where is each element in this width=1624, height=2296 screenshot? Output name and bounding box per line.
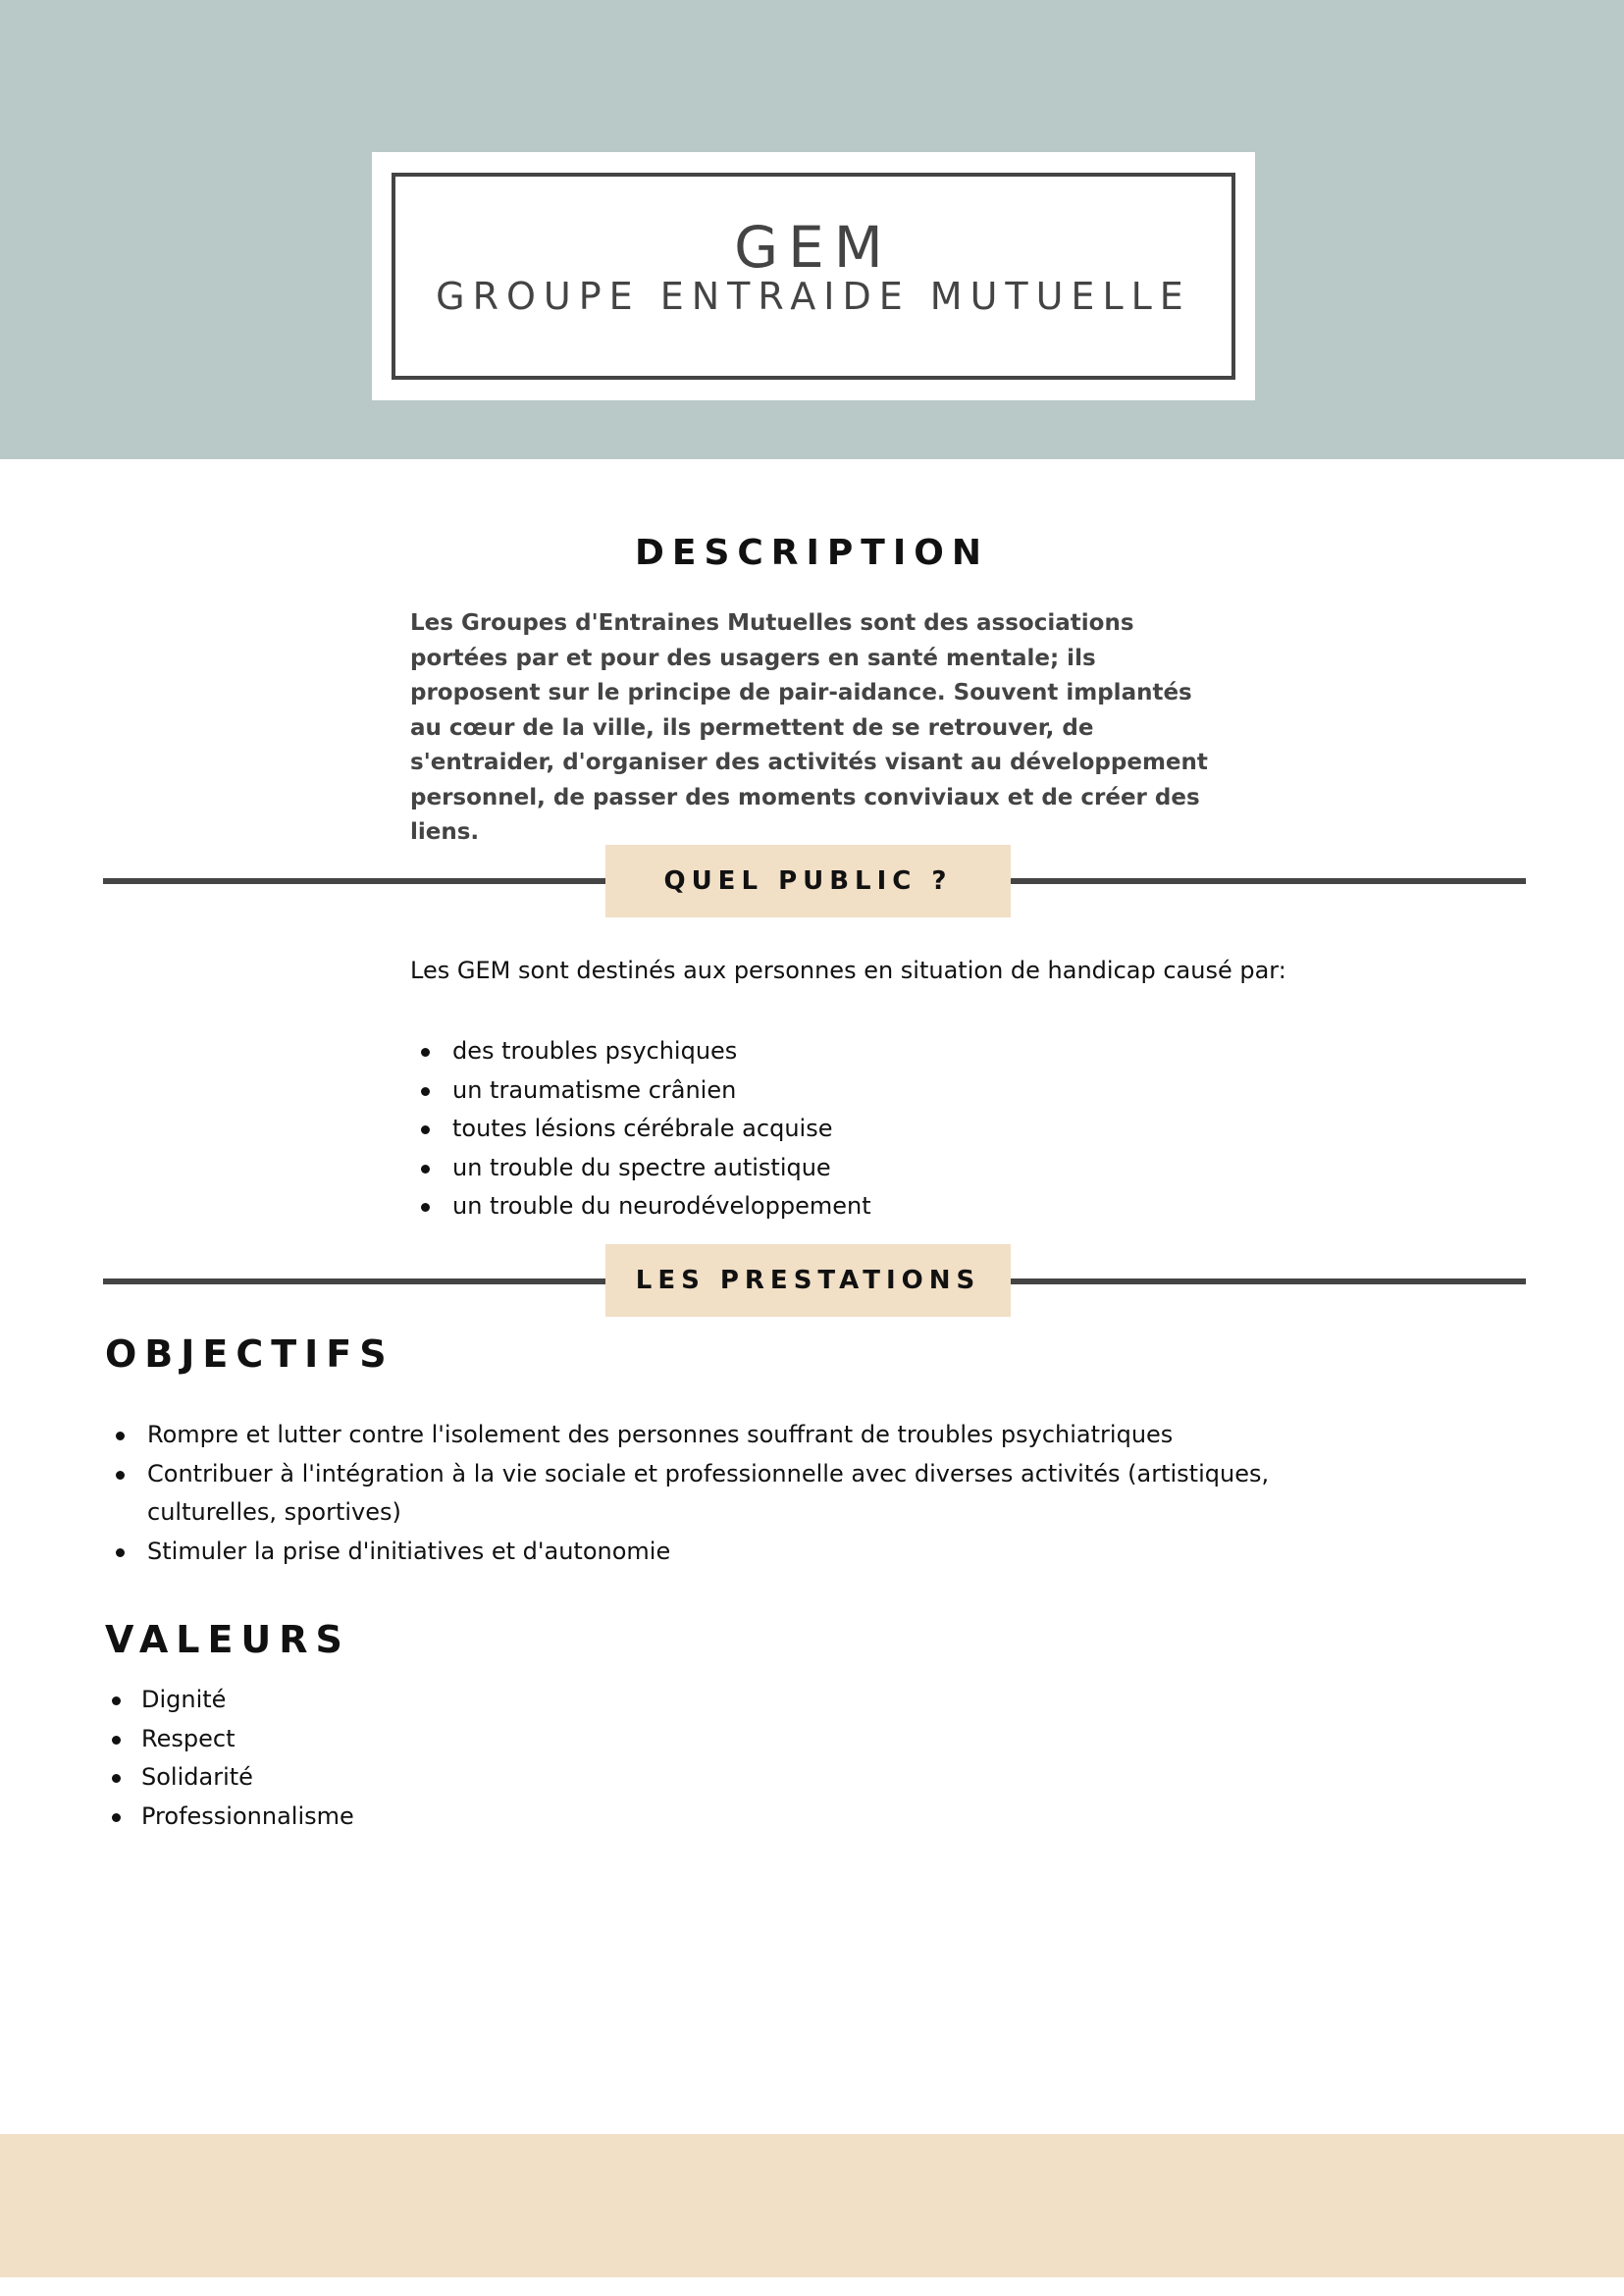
header-band — [0, 0, 1624, 459]
description-text: Les Groupes d'Entraines Mutuelles sont des associations portées par et pour des usagers en santé mentale; ils proposent sur le principe de pair-aidance. Souvent implantés au cœur de la ville, ils permettent de se retrouver, de s'entraider, d'organiser des activités visant au développement personnel, de passer des moments conviviaux et de créer des liens. — [410, 610, 1208, 845]
list-item: Professionnalisme — [105, 1798, 354, 1837]
page-subtitle: GROUPE ENTRAIDE MUTUELLE — [436, 275, 1191, 318]
public-intro: Les GEM sont destinés aux personnes en situation de handicap causé par: — [410, 957, 1286, 984]
list-item: Contribuer à l'intégration à la vie sociale et professionnelle avec diverses activités (artistiques, culturelles, sportives) — [105, 1455, 1332, 1533]
list-item: un trouble du spectre autistique — [410, 1149, 871, 1188]
objectifs-list — [105, 1416, 1332, 1571]
prestations-heading: LES PRESTATIONS — [605, 1244, 1011, 1317]
public-heading: QUEL PUBLIC ? — [605, 845, 1011, 917]
title-frame — [392, 173, 1235, 380]
list-item: Rompre et lutter contre l'isolement des personnes souffrant de troubles psychiatriques — [105, 1416, 1332, 1455]
description-heading: DESCRIPTION — [634, 533, 989, 573]
list-item: Respect — [105, 1720, 354, 1759]
valeurs-heading: VALEURS — [105, 1618, 350, 1661]
list-item: Dignité — [105, 1681, 354, 1720]
valeurs-list — [105, 1681, 354, 1836]
public-list — [410, 1032, 871, 1226]
list-item: un trouble du neurodéveloppement — [410, 1187, 871, 1226]
list-item: Solidarité — [105, 1758, 354, 1798]
list-item: des troubles psychiques — [410, 1032, 871, 1071]
objectifs-heading: OBJECTIFS — [105, 1332, 394, 1376]
list-item: toutes lésions cérébrale acquise — [410, 1110, 871, 1149]
title-card — [372, 152, 1255, 400]
footer-band — [0, 2134, 1624, 2277]
page-title: GEM — [734, 214, 893, 281]
list-item: Stimuler la prise d'initiatives et d'autonomie — [105, 1533, 1332, 1572]
list-item: un traumatisme crânien — [410, 1071, 871, 1111]
